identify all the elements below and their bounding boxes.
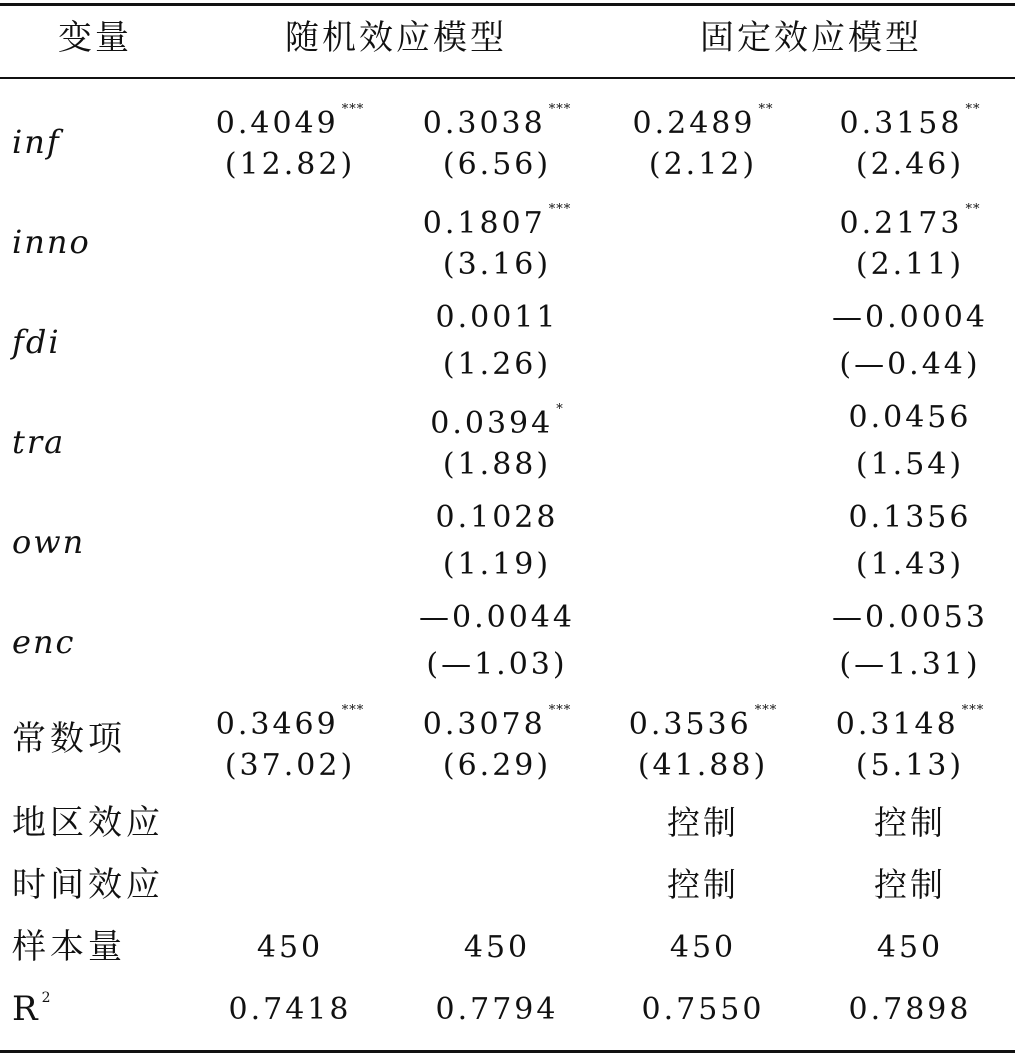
row-label: inf (12, 123, 61, 161)
coefficient-value: 0.3469 (215, 707, 339, 742)
coefficient-value: 0.2489 (632, 106, 756, 141)
coefficient-cell (629, 704, 777, 740)
coefficient-cell (848, 400, 972, 435)
effect-control-cell: 控制 (874, 803, 946, 842)
header-random-effects: 随机效应模型 (285, 18, 507, 58)
t-statistic-cell: (1.54) (855, 447, 965, 482)
effect-control-cell: 控制 (667, 865, 739, 904)
r-squared-cell: 0.7418 (228, 992, 352, 1027)
t-statistic-cell: (2.11) (855, 247, 965, 282)
row-label: enc (12, 623, 76, 661)
t-statistic-cell: (2.12) (648, 147, 758, 182)
sample-size-cell: 450 (256, 930, 324, 965)
sample-size-cell: 450 (669, 930, 737, 965)
coefficient-cell (423, 704, 571, 740)
significance-stars: *** (341, 703, 365, 718)
t-statistic-cell: (—1.31) (839, 647, 981, 682)
row-label: inno (12, 223, 91, 261)
coefficient-value: 0.1807 (422, 206, 546, 241)
coefficient-cell (419, 600, 575, 635)
coefficient-cell (423, 203, 571, 239)
t-statistic-cell: (2.46) (855, 147, 965, 182)
r-squared-exponent: 2 (41, 990, 55, 1006)
effect-control-cell: 控制 (874, 865, 946, 904)
effect-label: 时间效应 (12, 865, 164, 905)
r-squared-cell: 0.7550 (641, 992, 765, 1027)
t-statistic-cell: (1.43) (855, 547, 965, 582)
t-statistic-cell: (3.16) (442, 247, 552, 282)
r-squared-cell: 0.7794 (435, 992, 559, 1027)
top-rule (0, 3, 1015, 6)
coefficient-value: —0.0004 (832, 300, 988, 335)
t-statistic-cell: (6.56) (442, 147, 552, 182)
coefficient-value: 0.0011 (435, 300, 559, 335)
significance-stars: ** (758, 102, 774, 117)
coefficient-value: 0.0394 (430, 406, 554, 441)
coefficient-value: 0.3158 (839, 106, 963, 141)
coefficient-value: 0.3148 (835, 707, 959, 742)
coefficient-value: 0.0456 (848, 400, 972, 435)
row-label: fdi (12, 323, 61, 361)
significance-stars: *** (754, 703, 778, 718)
significance-stars: *** (961, 703, 985, 718)
significance-stars: *** (548, 703, 572, 718)
coefficient-value: 0.3536 (628, 707, 752, 742)
coefficient-value: 0.1356 (848, 500, 972, 535)
r-squared-cell: 0.7898 (848, 992, 972, 1027)
t-statistic-cell: (1.88) (442, 447, 552, 482)
t-statistic-cell: (37.02) (224, 748, 356, 783)
t-statistic-cell: (—0.44) (839, 347, 981, 382)
coefficient-value: 0.1028 (435, 500, 559, 535)
significance-stars: * (556, 402, 564, 417)
r-squared-label (12, 989, 55, 1029)
sample-size-cell: 450 (876, 930, 944, 965)
coefficient-value: 0.2173 (839, 206, 963, 241)
coefficient-cell (633, 103, 774, 139)
coefficient-cell (832, 300, 988, 335)
coefficient-value: —0.0044 (419, 600, 575, 635)
coefficient-cell (840, 203, 981, 239)
row-label: own (12, 523, 86, 561)
header-rule (0, 77, 1015, 79)
t-statistic-cell: (12.82) (224, 147, 356, 182)
coefficient-value: 0.4049 (215, 106, 339, 141)
coefficient-cell (848, 500, 972, 535)
r-squared-letter: R (12, 989, 42, 1029)
t-statistic-cell: (—1.03) (426, 647, 568, 682)
significance-stars: ** (965, 202, 981, 217)
t-statistic-cell: (5.13) (855, 748, 965, 783)
coefficient-cell (840, 103, 981, 139)
bottom-rule (0, 1050, 1015, 1053)
header-variable: 变量 (58, 18, 132, 58)
significance-stars: *** (548, 202, 572, 217)
coefficient-cell (435, 300, 559, 335)
significance-stars: *** (341, 102, 365, 117)
sample-size-cell: 450 (463, 930, 531, 965)
t-statistic-cell: (1.19) (442, 547, 552, 582)
effect-label: 地区效应 (12, 803, 164, 843)
coefficient-cell (836, 704, 984, 740)
coefficient-value: 0.3078 (422, 707, 546, 742)
effect-control-cell: 控制 (667, 803, 739, 842)
t-statistic-cell: (1.26) (442, 347, 552, 382)
coefficient-cell (423, 103, 571, 139)
row-label: tra (12, 423, 66, 461)
coefficient-cell (435, 500, 559, 535)
row-label: 常数项 (12, 719, 126, 759)
t-statistic-cell: (41.88) (637, 748, 769, 783)
significance-stars: *** (548, 102, 572, 117)
header-fixed-effects: 固定效应模型 (700, 18, 922, 58)
significance-stars: ** (965, 102, 981, 117)
coefficient-cell (216, 103, 364, 139)
coefficient-cell (430, 403, 563, 439)
t-statistic-cell: (6.29) (442, 748, 552, 783)
coefficient-value: 0.3038 (422, 106, 546, 141)
sample-size-label: 样本量 (12, 927, 126, 967)
coefficient-value: —0.0053 (832, 600, 988, 635)
coefficient-cell (216, 704, 364, 740)
coefficient-cell (832, 600, 988, 635)
